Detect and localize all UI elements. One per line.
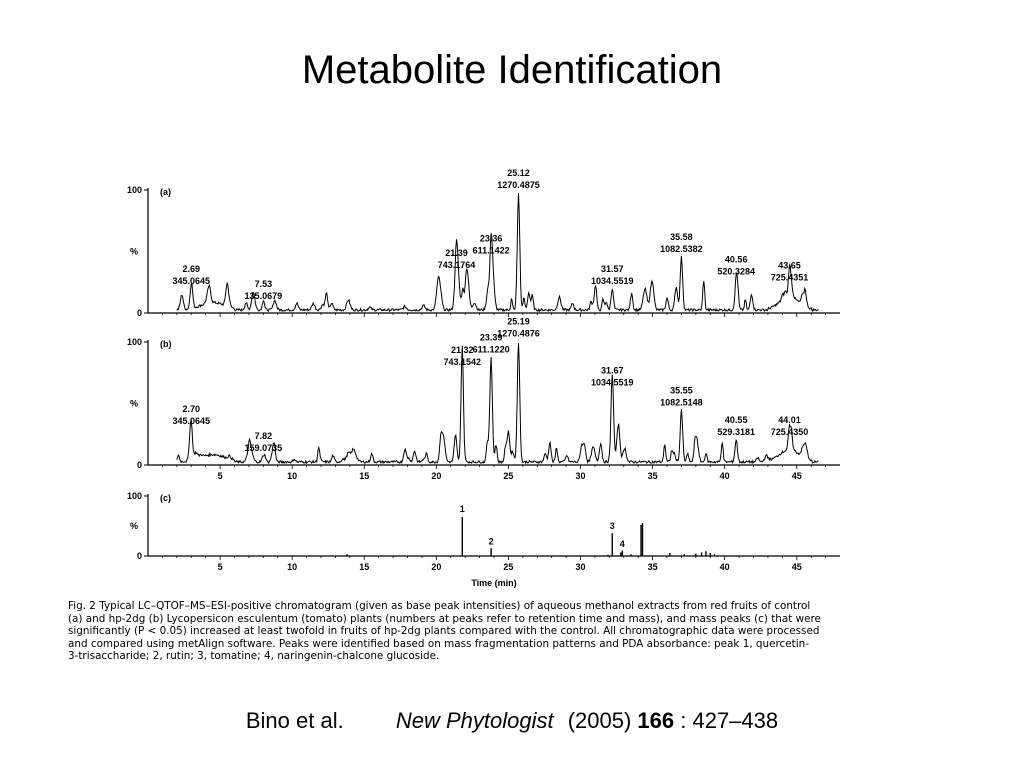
peak-mass-label: 135.0679 (244, 290, 283, 301)
peak-number-label: 2 (488, 536, 494, 547)
x-tick-label: 10 (287, 562, 298, 572)
peak-mass-label: 529.3181 (717, 426, 755, 437)
peak-mass-label: 1034.5519 (590, 377, 634, 388)
y-axis-label: % (129, 246, 138, 257)
peak-number-label: 4 (619, 539, 625, 549)
x-tick-label: 35 (647, 562, 658, 572)
peak-mass-label: 1034.5519 (590, 276, 634, 287)
panel-label: (a) (160, 187, 171, 197)
citation-year: (2005) (567, 708, 632, 733)
y-axis-label: % (129, 521, 138, 531)
panel-label: (c) (160, 493, 171, 503)
y-axis-label: % (129, 398, 138, 409)
x-tick-label: 40 (719, 562, 730, 572)
peak-retention-time-label: 31.57 (600, 264, 624, 275)
peak-retention-time-label: 21.39 (445, 248, 468, 259)
figure-caption (68, 600, 938, 663)
peak-mass-label: 725.4351 (770, 272, 809, 283)
peak-mass-label: 611.1422 (472, 245, 510, 256)
peak-retention-time-label: 31.67 (600, 365, 624, 376)
x-tick-label: 25 (503, 562, 514, 572)
caption-line: Fig. 2 Typical LC–QTOF–MS–ESI-positive chromatogram (given as base peak intensities) of aqueous methanol extracts from red fruits of control (68, 600, 811, 612)
x-tick-label: 20 (431, 562, 442, 572)
peak-retention-time-label: 25.19 (507, 316, 530, 327)
peak-retention-time-label: 21.32 (451, 344, 474, 355)
peak-mass-label: 520.3284 (717, 266, 755, 277)
peak-retention-time-label: 2.69 (182, 264, 201, 275)
peak-retention-time-label: 23.39 (479, 332, 503, 343)
x-tick-label: 10 (287, 471, 298, 481)
caption-line: (a) and hp-2dg (b) Lycopersicon esculentum (tomato) plants (numbers at peaks refer to retention time and mass), and mass peaks (c) that were (68, 612, 821, 625)
peak-retention-time-label: 7.82 (254, 430, 273, 441)
peak-mass-label: 743.1542 (443, 356, 482, 367)
x-tick-label: 45 (791, 562, 802, 572)
peak-mass-label: 159.0735 (244, 442, 283, 453)
peak-mass-label: 345.0645 (172, 276, 211, 287)
peak-mass-label: 1270.4876 (497, 328, 540, 339)
x-tick-label: 20 (431, 471, 442, 481)
citation (0, 708, 1024, 734)
panel-label: (b) (160, 339, 172, 349)
citation-volume: 166 (637, 708, 675, 733)
y-tick-label: 100 (126, 491, 142, 501)
citation-pages: : 427–438 (680, 708, 779, 733)
x-tick-label: 35 (647, 471, 658, 481)
citation-journal: New Phytologist (395, 708, 554, 733)
caption-line: significantly (P < 0.05) increased at least twofold in fruits of hp-2dg plants compared with the control. All chromatographic data were processed (68, 625, 820, 638)
x-tick-label: 30 (575, 471, 586, 481)
peak-retention-time-label: 2.70 (182, 403, 201, 414)
peak-mass-label: 345.0645 (172, 415, 211, 426)
peak-number-label: 1 (459, 504, 465, 515)
x-tick-label: 40 (719, 471, 730, 481)
y-tick-label: 100 (126, 185, 142, 195)
x-tick-label: 5 (217, 562, 223, 572)
x-tick-label: 15 (359, 471, 370, 481)
peak-retention-time-label: 23.36 (479, 233, 503, 244)
x-tick-label: 5 (217, 471, 223, 481)
slide-title: Metabolite Identification (301, 48, 723, 92)
peak-retention-time-label: 40.55 (724, 414, 748, 425)
peak-mass-label: 1270.4875 (497, 180, 540, 191)
citation-authors: Bino et al. (245, 708, 344, 733)
peak-retention-time-label: 7.53 (254, 278, 273, 289)
peak-mass-label: 1082.5382 (660, 244, 703, 255)
caption-line: and compared using metAlign software. Peaks were identified based on mass fragmentation patterns and PDA absorbance: peak 1, quercetin- (68, 637, 809, 650)
chromatogram-figure (120, 160, 880, 600)
peak-mass-label: 1082.5148 (660, 397, 703, 408)
x-tick-label: 15 (359, 562, 370, 572)
peak-mass-label: 725.4350 (770, 426, 809, 437)
x-tick-label: 30 (575, 562, 586, 572)
peak-retention-time-label: 25.12 (507, 168, 530, 179)
peak-retention-time-label: 35.55 (670, 385, 693, 396)
y-tick-label: 0 (136, 460, 142, 470)
caption-line: 3-trisaccharide; 2, rutin; 3, tomatine; 4, naringenin-chalcone glucoside. (68, 650, 440, 663)
peak-retention-time-label: 35.58 (670, 232, 693, 243)
peak-mass-label: 611.1220 (472, 344, 510, 355)
y-tick-label: 0 (136, 308, 142, 318)
peak-number-label: 3 (609, 521, 615, 531)
x-tick-label: 25 (503, 471, 514, 481)
x-tick-label: 45 (791, 471, 802, 481)
y-tick-label: 0 (136, 551, 142, 561)
x-axis-label: Time (min) (471, 578, 517, 588)
y-tick-label: 100 (126, 337, 142, 347)
peak-retention-time-label: 44.01 (778, 414, 801, 425)
peak-retention-time-label: 40.56 (724, 254, 748, 265)
peak-retention-time-label: 43.65 (778, 260, 801, 271)
peak-mass-label: 743.1764 (437, 260, 476, 271)
